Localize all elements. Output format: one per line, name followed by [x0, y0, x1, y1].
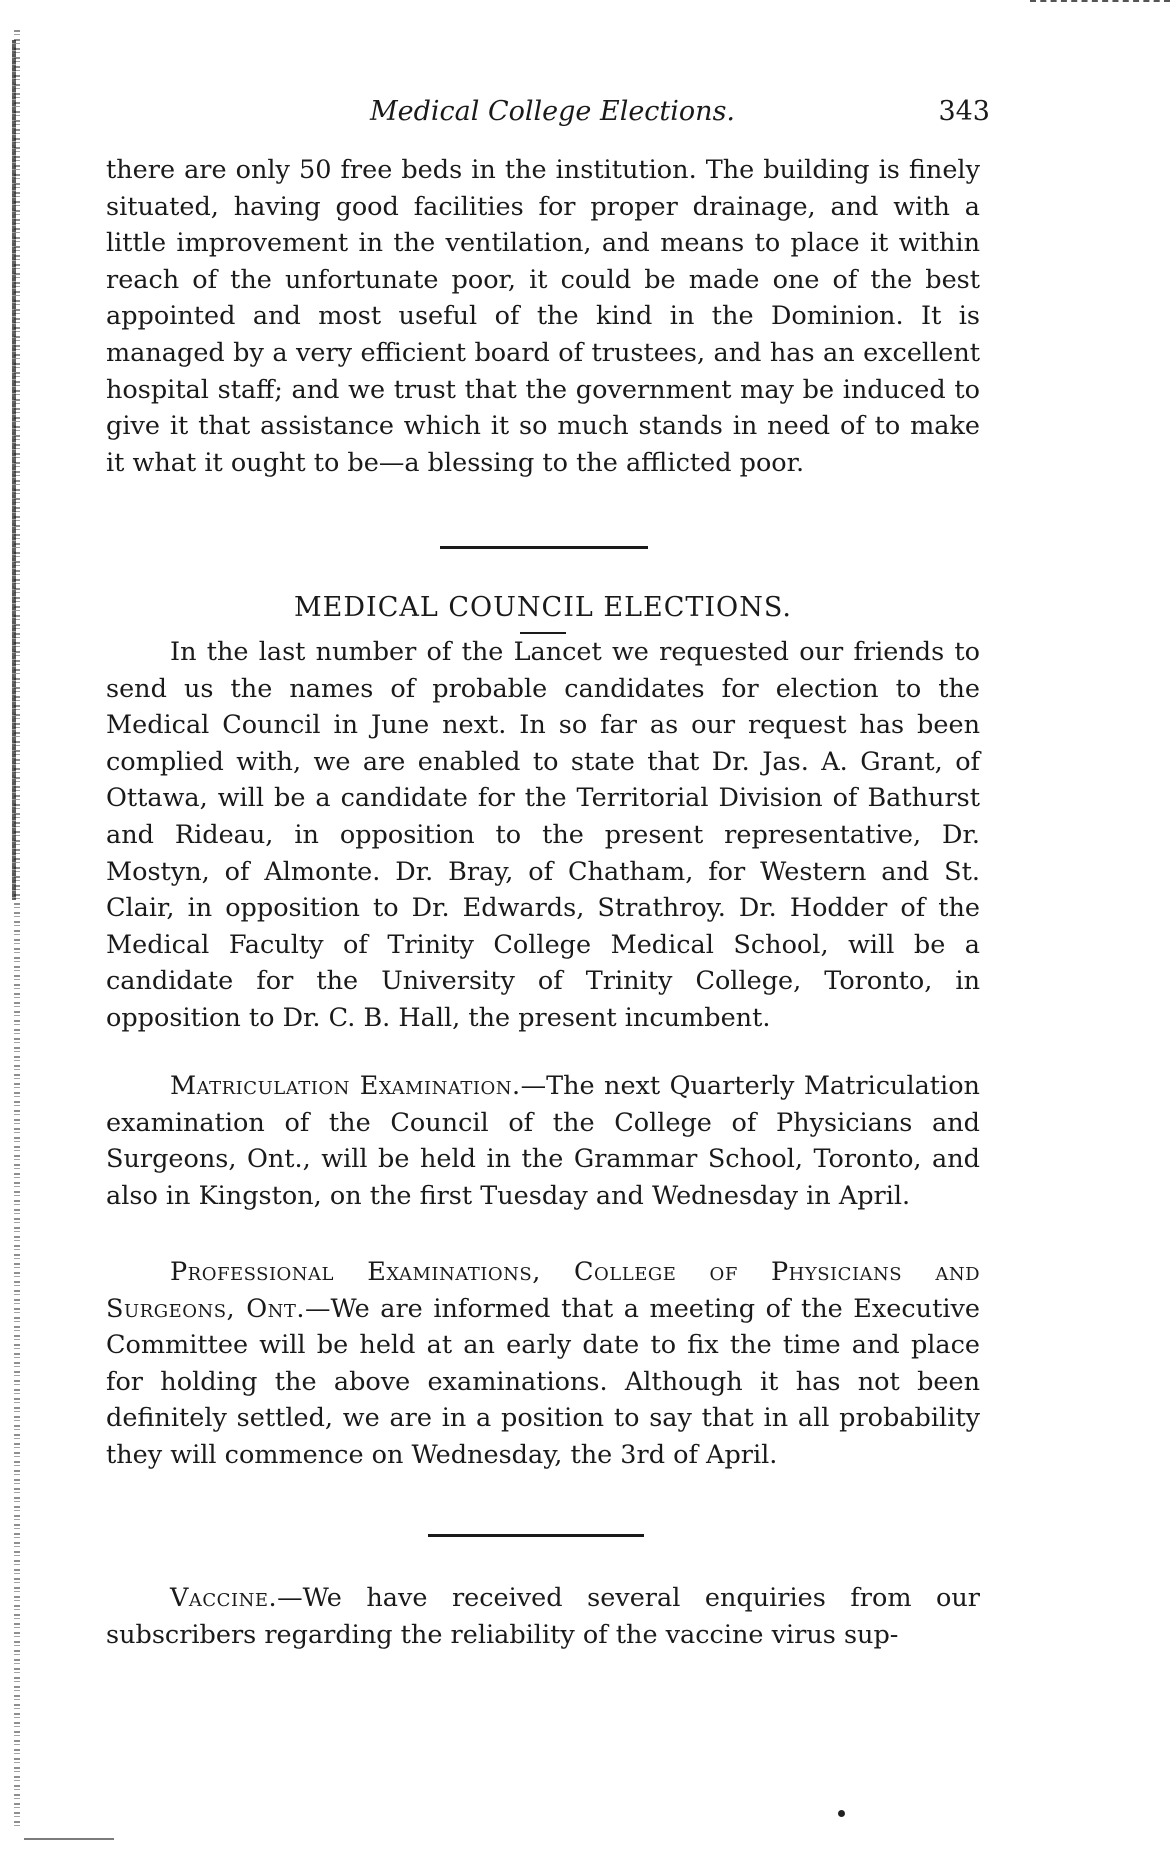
vaccine-lead: Vaccine.	[170, 1583, 278, 1613]
section-divider-2	[428, 1534, 644, 1537]
professional-exams-lead: Professional Examinations, College of Physicians and Surgeons, Ont.	[106, 1257, 980, 1324]
page-number: 343	[938, 96, 990, 127]
paragraph-matriculation	[106, 1068, 980, 1214]
section-heading: MEDICAL COUNCIL ELECTIONS.	[294, 592, 792, 623]
scan-top-rule	[1030, 0, 1170, 5]
paragraph-vaccine	[106, 1580, 980, 1653]
binding-edge-artifact-dark	[12, 40, 16, 900]
paragraph-hospital: there are only 50 free beds in the institution. The building is finely situated, having good facilities for proper drainage, and with a little improvement in the ventilation, and means to place it within reach of the unfortunate poor, it could be made one of the best appointed and most useful of the kind in the Dominion. It is managed by a very efficient board of trustees, and has an excellent hospital staff; and we trust that the government may be induced to give it that assistance which it so much stands in need of to make it what it ought to be—a blessing to the afflicted poor.	[106, 155, 980, 478]
paragraph-professional-exams	[106, 1254, 980, 1474]
vaccine-body: —We have received several enquiries from our subscribers regarding the reliability of the vaccine virus sup-	[106, 1583, 980, 1650]
professional-exams-body: —We are informed that a meeting of the Executive Committee will be held at an early date to fix the time and place for holding the above examinations. Although it has not been definitely settled, we are in a position to say that in all probability they will commence on Wednesday, the 3rd of April.	[106, 1293, 981, 1470]
matriculation-lead: Matriculation Examination.	[170, 1071, 521, 1101]
section-divider	[440, 546, 648, 549]
scan-dot-mark	[838, 1810, 845, 1817]
matriculation-body: —The next Quarterly Matriculation examination of the Council of the College of Physicians and Surgeons, Ont., will be held in the Grammar School, Toronto, and also in Kingston, on the first Tuesday and Wednesday in April.	[106, 1071, 980, 1211]
running-head-title: Medical College Elections.	[370, 96, 736, 127]
paragraph-council-elections: In the last number of the Lancet we requested our friends to send us the names of probable candidates for election to the Medical Council in June next. In so far as our request has been complied with, we are enabled to state that Dr. Jas. A. Grant, of Ottawa, will be a candidate for the Territorial Division of Bathurst and Rideau, in opposition to the present representative, Dr. Mostyn, of Almonte. Dr. Bray, of Chatham, for Western and St. Clair, in opposition to Dr. Edwards, Strathroy. Dr. Hodder of the Medical Faculty of Trinity College Medical School, will be a candidate for the University of Trinity College, Toronto, in opposition to Dr. C. B. Hall, the present incumbent.	[106, 637, 980, 1033]
scan-bottom-mark	[24, 1838, 114, 1843]
running-head	[370, 96, 990, 136]
